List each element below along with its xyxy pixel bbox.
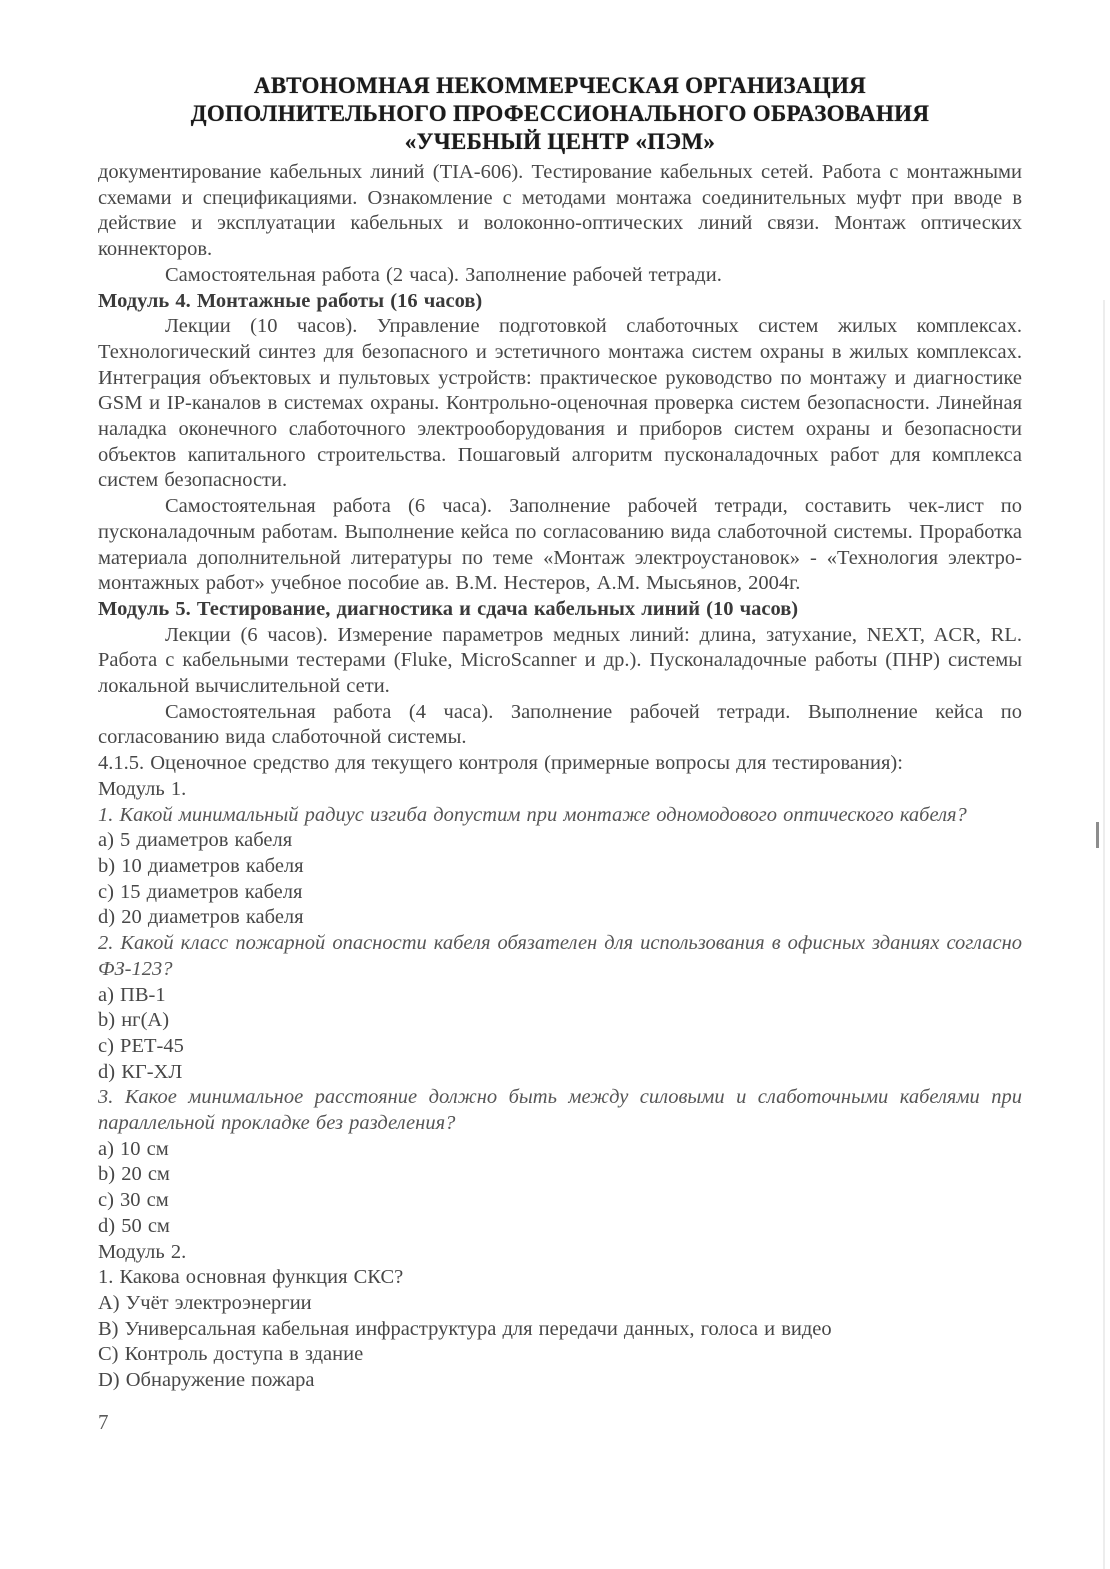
module-heading: Модуль 4. Монтажные работы (16 часов) xyxy=(98,289,483,312)
org-name-line: «УЧЕБНЫЙ ЦЕНТР «ПЭМ» xyxy=(404,129,716,154)
text-line: 4.1.5. Оценочное средство для текущего контроля (примерные вопросы для тестирования): xyxy=(98,752,903,775)
answer-option: b) 10 диаметров кабеля xyxy=(98,854,304,877)
paragraph: Самостоятельная работа (6 часа). Заполнение рабочей тетради, составить чек-лист по пусконаладочным работам. Выполнение кейса по согласованию вида слаботочной системы. Проработка материала дополнительной литературы по теме «Монтаж электроустановок» - «Технология электро-монтажных работ» учебное пособие ав. В.М. Нестеров, А.М. Мысьянов, 2004г. xyxy=(98,495,1022,595)
paragraph: Лекции (10 часов). Управление подготовкой слаботочных систем жилых комплексах. Технологический синтез для безопасного и эстетичного монтажа систем охраны в жилых комплексах. Интеграция объектовых и пультовых устройств: практическое руководство по монтажу и диагностике GSM и IP-каналов в системах охраны. Контрольно-оценочная проверка систем безопасности. Линейная наладка оконечного слаботочного электрооборудования и приборов систем охраны и безопасности объектов капитального строительства. Пошаговый алгоритм пусконаладочных работ для комплекса систем безопасности. xyxy=(98,315,1022,492)
answer-option: d) 50 см xyxy=(98,1214,170,1237)
answer-option: С) Контроль доступа в здание xyxy=(98,1343,364,1366)
answer-option: В) Универсальная кабельная инфраструктура для передачи данных, голоса и видео xyxy=(98,1317,832,1340)
text-line: Модуль 2. xyxy=(98,1240,187,1263)
answer-option: А) Учёт электроэнергии xyxy=(98,1291,312,1314)
scan-edge-line xyxy=(1103,300,1105,1569)
margin-mark xyxy=(1096,822,1099,848)
answer-option: a) ПВ-1 xyxy=(98,983,166,1006)
paragraph: Лекции (6 часов). Измерение параметров медных линий: длина, затухание, NEXT, ACR, RL. Работа с кабельными тестерами (Fluke, MicroScanner и др.). Пусконаладочные работы (ПНР) системы локальной вычислительной сети. xyxy=(98,623,1022,698)
org-name-line: ДОПОЛНИТЕЛЬНОГО ПРОФЕССИОНАЛЬНОГО ОБРАЗОВАНИЯ xyxy=(190,101,930,126)
org-header xyxy=(98,72,1022,156)
answer-option: a) 5 диаметров кабеля xyxy=(98,829,293,852)
answer-option: c) 30 см xyxy=(98,1189,169,1212)
answer-option: a) 10 см xyxy=(98,1137,169,1160)
answer-option: c) 15 диаметров кабеля xyxy=(98,880,303,903)
module-heading: Модуль 5. Тестирование, диагностика и сдача кабельных линий (10 часов) xyxy=(98,597,799,620)
answer-option: D) Обнаружение пожара xyxy=(98,1369,315,1392)
question-text: 2. Какой класс пожарной опасности кабеля обязателен для использования в офисных зданиях согласно ФЗ-123? xyxy=(98,932,1022,980)
answer-option: d) 20 диаметров кабеля xyxy=(98,906,304,929)
paragraph: документирование кабельных линий (TIA-606). Тестирование кабельных сетей. Работа с монтажными схемами и спецификациями. Ознакомление с методами монтажа соединительных муфт при вводе в действие и эксплуатации кабельных и волоконно-оптических линий связи. Монтаж оптических коннекторов. xyxy=(98,161,1022,261)
paragraph: Самостоятельная работа (2 часа). Заполнение рабочей тетради. xyxy=(165,263,722,286)
document-body xyxy=(98,160,1022,1394)
page-number: 7 xyxy=(98,1409,109,1434)
org-name-line: АВТОНОМНАЯ НЕКОММЕРЧЕСКАЯ ОРГАНИЗАЦИЯ xyxy=(253,73,867,98)
text-line: 1. Какова основная функция СКС? xyxy=(98,1266,404,1289)
question-text: 3. Какое минимальное расстояние должно быть между силовыми и слаботочными кабелями при параллельной прокладке без разделения? xyxy=(98,1086,1022,1135)
answer-option: b) 20 см xyxy=(98,1163,170,1186)
answer-option: c) РЕТ-45 xyxy=(98,1034,184,1057)
paragraph: Самостоятельная работа (4 часа). Заполнение рабочей тетради. Выполнение кейса по согласованию вида слаботочной системы. xyxy=(98,700,1022,749)
text-line: Модуль 1. xyxy=(98,777,187,800)
answer-option: b) нг(А) xyxy=(98,1009,170,1032)
question-text: 1. Какой минимальный радиус изгиба допустим при монтаже одномодового оптического кабеля? xyxy=(98,803,967,826)
answer-option: d) КГ-ХЛ xyxy=(98,1060,183,1083)
